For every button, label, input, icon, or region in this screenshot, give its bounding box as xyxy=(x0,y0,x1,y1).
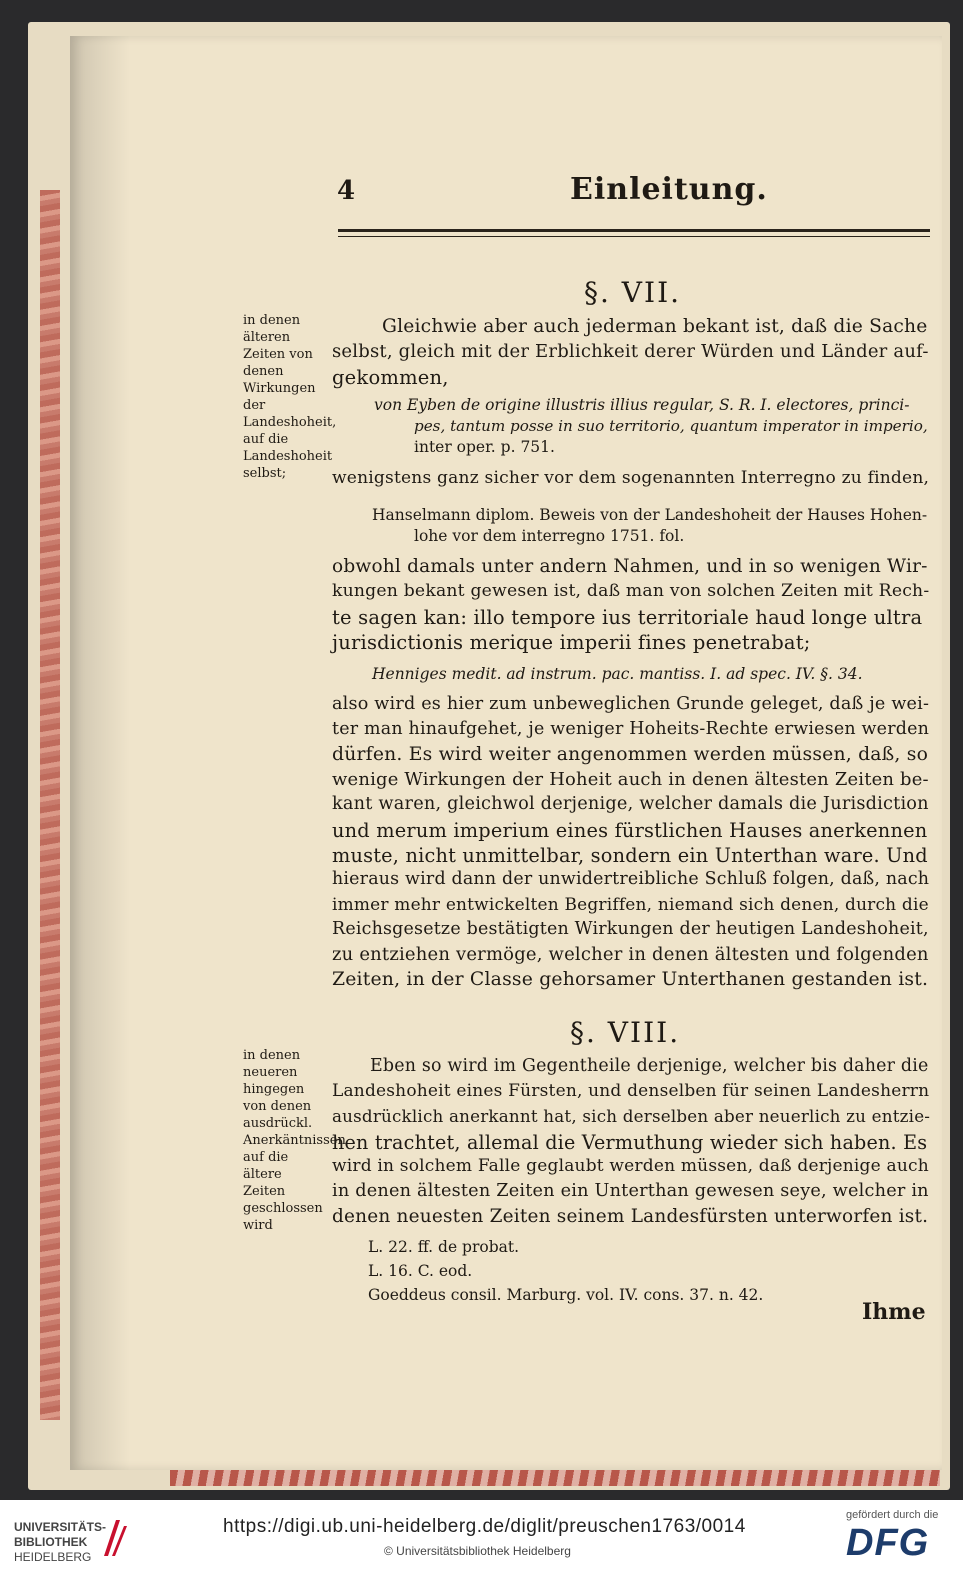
footnote-line: inter oper. p. 751. xyxy=(414,438,555,456)
marbled-cover-edge xyxy=(40,190,60,1420)
text-line: Eben so wird im Gegentheile derjenige, welcher bis daher die xyxy=(370,1056,929,1076)
viewer-footer xyxy=(0,1500,963,1593)
footnote-line: von Eyben de origine illustris illius regular, S. R. I. electores, princi- xyxy=(374,396,910,414)
header-rule-thin xyxy=(338,236,930,237)
text-line: Gleichwie aber auch jederman bekant ist, daß die Sache xyxy=(382,316,928,337)
text-line: gekommen, xyxy=(332,366,449,389)
text-line: kungen bekant gewesen ist, daß man von solchen Zeiten mit Rech- xyxy=(332,581,930,601)
text-line: ausdrücklich anerkannt hat, sich derselben aber neuerlich zu entzie- xyxy=(332,1106,931,1126)
margin-note-2: in denen neueren hingegen von denen ausdrückl. Anerkäntnissen auf die ältere Zeiten geschlossen wird xyxy=(243,1048,346,1233)
library-name xyxy=(14,1520,106,1565)
copyright-text: © Universitätsbibliothek Heidelberg xyxy=(384,1544,571,1558)
gutter-shadow xyxy=(70,36,130,1470)
library-line: BIBLIOTHEK xyxy=(14,1535,88,1549)
text-line: jurisdictionis merique imperii fines penetrabat; xyxy=(332,631,811,654)
text-line: also wird es hier zum unbeweglichen Grunde geleget, daß je wei- xyxy=(332,694,930,714)
section-heading-8: §. VIII. xyxy=(570,1016,681,1049)
footnote-line: lohe vor dem interregno 1751. fol. xyxy=(414,527,685,545)
running-title: Einleitung. xyxy=(570,172,768,207)
text-line: wird in solchem Falle geglaubt werden müssen, daß derjenige auch xyxy=(332,1156,929,1176)
dfg-logo: DFG xyxy=(846,1522,930,1564)
text-line: Landeshoheit eines Fürsten, und denselben für seinen Landesherrn xyxy=(332,1081,930,1101)
text-line: und merum imperium eines fürstlichen Hauses anerkennen xyxy=(332,819,928,842)
text-line: dürfen. Es wird weiter angenommen werden müssen, daß, so xyxy=(332,744,929,765)
header-rule-thick xyxy=(338,229,930,232)
text-line: in denen ältesten Zeiten ein Unterthan gewesen seye, welcher in xyxy=(332,1181,929,1201)
footnote-line: Henniges medit. ad instrum. pac. mantiss. I. ad spec. IV. §. 34. xyxy=(372,665,863,683)
sponsor-text: gefördert durch die xyxy=(846,1509,939,1521)
marbled-bottom-edge xyxy=(170,1470,940,1486)
footnote-line: L. 22. ff. de probat. xyxy=(368,1238,520,1256)
margin-note-1: in denen älteren Zeiten von denen Wirkungen der Landeshoheit, auf die Landeshoheit selbst; xyxy=(243,313,337,481)
text-line: Reichsgesetze bestätigten Wirkungen der heutigen Landeshoheit, xyxy=(332,919,929,939)
text-line: hen trachtet, allemal die Vermuthung wieder sich haben. Es xyxy=(332,1131,928,1154)
text-line: hieraus wird dann der unwidertreibliche Schluß folgen, daß, nach xyxy=(332,869,930,889)
library-logo-icon xyxy=(100,1516,130,1560)
text-line: immer mehr entwickelten Begriffen, niemand sich denen, durch die xyxy=(332,894,929,914)
text-line: wenige Wirkungen der Hoheit auch in denen ältesten Zeiten be- xyxy=(332,769,929,790)
footnote-line: Hanselmann diplom. Beweis von der Landeshoheit der Hauses Hohen- xyxy=(372,506,928,524)
text-line: Zeiten, in der Classe gehorsamer Unterthanen gestanden ist. xyxy=(332,969,929,990)
footnote-line: L. 16. C. eod. xyxy=(368,1262,473,1280)
text-line: te sagen kan: illo tempore ius territoriale haud longe ultra xyxy=(332,606,923,629)
text-line: denen neuesten Zeiten seinem Landesfürsten unterworfen ist. xyxy=(332,1206,929,1227)
text-line: zu entziehen vermöge, welcher in denen ältesten und folgenden xyxy=(332,944,929,965)
catchword: Ihme xyxy=(862,1299,926,1325)
text-line: wenigstens ganz sicher vor dem sogenannten Interregno zu finden, xyxy=(332,468,930,488)
library-line: HEIDELBERG xyxy=(14,1550,92,1564)
text-line: obwohl damals unter andern Nahmen, und in so wenigen Wir- xyxy=(332,556,928,577)
library-line: UNIVERSITÄTS- xyxy=(14,1520,107,1534)
text-line: ter man hinaufgehet, je weniger Hoheits-Rechte erwiesen werden xyxy=(332,719,930,739)
page-number: 4 xyxy=(337,176,356,206)
section-heading-7: §. VII. xyxy=(584,276,682,309)
text-line: muste, nicht unmittelbar, sondern ein Unterthan ware. Und xyxy=(332,844,928,867)
text-line: kant waren, gleichwol derjenige, welcher damals die Jurisdiction xyxy=(332,794,929,814)
footnote-line: pes, tantum posse in suo territorio, quantum imperator in imperio, xyxy=(414,417,928,435)
permalink-url[interactable]: https://digi.ub.uni-heidelberg.de/diglit/preuschen1763/0014 xyxy=(223,1516,746,1537)
text-line: selbst, gleich mit der Erblichkeit derer Würden und Länder auf- xyxy=(332,341,929,362)
footnote-line: Goeddeus consil. Marburg. vol. IV. cons. 37. n. 42. xyxy=(368,1286,764,1304)
